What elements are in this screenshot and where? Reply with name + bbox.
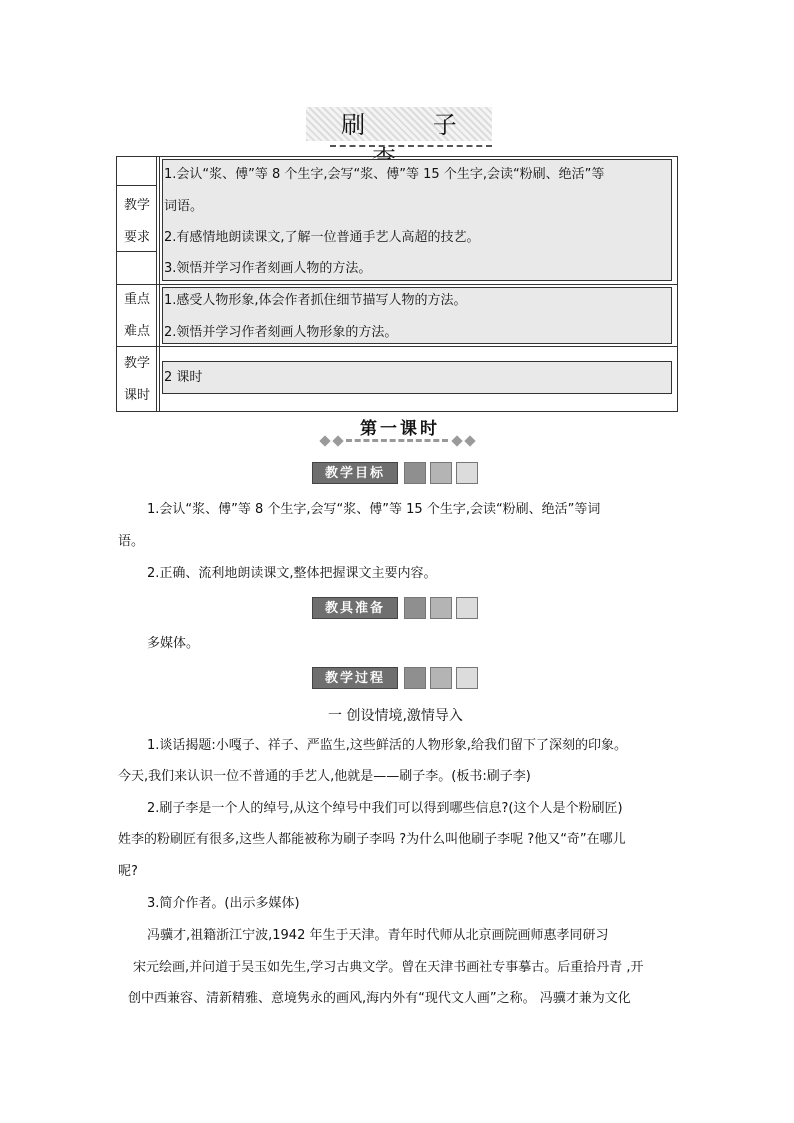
table-row bbox=[162, 361, 672, 394]
row-label: 教学 bbox=[123, 356, 150, 371]
paragraph: 冯骥才,祖籍浙江宁波,1942 年生于天津。青年时代师从北京画院画师惠孝同研习 bbox=[147, 928, 609, 943]
heading-ornament bbox=[318, 434, 348, 448]
paragraph: 宋元绘画,并问道于吴玉如先生,学习古典文学。曾在天津书画社专事摹古。后重拾丹青 ,开 bbox=[133, 960, 644, 975]
title-underline bbox=[330, 145, 492, 147]
heading-ornament bbox=[346, 439, 448, 442]
row-text: 2.有感情地朗读课文,了解一位普通手艺人高超的技艺。 bbox=[164, 230, 480, 245]
row-text: 1.感受人物形象,体会作者抓住细节描写人物的方法。 bbox=[164, 293, 467, 308]
paragraph: 创中西兼容、清新精雅、意境隽永的画风,海内外有“现代文人画”之称。 冯骥才兼为文化 bbox=[128, 991, 631, 1006]
section-title: 教学目标 bbox=[312, 462, 398, 484]
paragraph: 多媒体。 bbox=[147, 636, 200, 651]
heading-ornament bbox=[450, 434, 480, 448]
section-title: 教学过程 bbox=[312, 667, 398, 689]
info-table bbox=[116, 156, 678, 412]
page-title: 刷 子 bbox=[341, 111, 487, 139]
paragraph: 今天,我们来认识一位不普通的手艺人,他就是——刷子李。(板书:刷子李) bbox=[118, 769, 531, 784]
paragraph: 1.会认“浆、傅”等 8 个生字,会写“浆、傅”等 15 个生字,会读“粉刷、绝活”等词 bbox=[147, 502, 601, 517]
row-label: 课时 bbox=[123, 388, 150, 403]
row-label: 要求 bbox=[123, 230, 150, 245]
row-label: 难点 bbox=[123, 324, 150, 339]
row-text: 词语。 bbox=[164, 199, 204, 214]
row-text: 2 课时 bbox=[164, 370, 203, 385]
row-text: 1.会认“浆、傅”等 8 个生字,会写“浆、傅”等 15 个生字,会读“粉刷、绝活”等 bbox=[164, 167, 605, 182]
paragraph: 呢? bbox=[118, 864, 138, 879]
paragraph: 语。 bbox=[118, 534, 145, 549]
row-text: 3.领悟并学习作者刻画人物的方法。 bbox=[164, 261, 372, 276]
paragraph: 2.正确、流利地朗读课文,整体把握课文主要内容。 bbox=[147, 566, 437, 581]
paragraph: 姓李的粉刷匠有很多,这些人都能被称为刷子李吗 ?为什么叫他刷子李呢 ?他又“奇”在哪儿 bbox=[118, 832, 626, 847]
row-label: 教学 bbox=[123, 198, 150, 213]
paragraph: 2.刷子李是一个人的绰号,从这个绰号中我们可以得到哪些信息?(这个人是个粉刷匠) bbox=[147, 801, 623, 816]
paragraph: 1.谈话揭题:小嘎子、祥子、严监生,这些鲜活的人物形象,给我们留下了深刻的印象。 bbox=[147, 738, 628, 753]
table-divider bbox=[117, 185, 157, 186]
row-text: 2.领悟并学习作者刻画人物形象的方法。 bbox=[164, 325, 398, 340]
lesson-heading: 第一课时 bbox=[360, 419, 440, 439]
subheading: 一 创设情境,激情导入 bbox=[328, 708, 463, 724]
section-title: 教具准备 bbox=[312, 597, 398, 619]
row-label: 重点 bbox=[123, 292, 150, 307]
paragraph: 3.简介作者。(出示多媒体) bbox=[147, 896, 300, 911]
